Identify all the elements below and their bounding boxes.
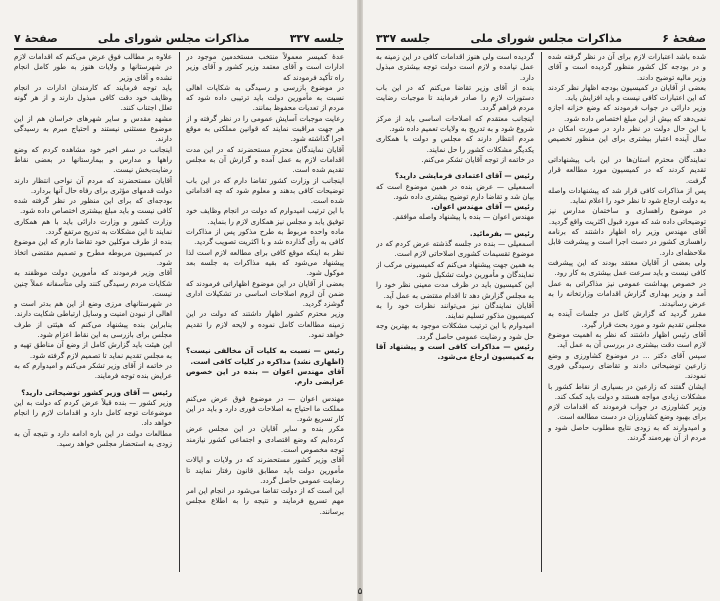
paragraph: این است که از دولت تقاضا می‌شود در انجام این امر مهم تسریع فرمایند و نتیجه را به اطلاع مجلس برسانند.: [186, 486, 344, 516]
paragraph: و امیدوارند که به زودی نتایج مطلوب حاصل شود و مردم از آن بهره‌مند گردند.: [548, 422, 706, 442]
right-page-column-right: [548, 52, 706, 572]
paragraph: آقای وزیر کشور مستحضرند که در ولایات و ایالات مأمورین دولت باید مطابق قانون رفتار نمایند تا رضایت عمومی حاصل گردد.: [186, 455, 344, 485]
paragraph: بعضی از آقایان در این موضوع اظهاراتی فرمودند که ضمن آن لزوم اصلاحات اساسی در تشکیلات اداری گوشزد گردید.: [186, 278, 344, 309]
paragraph: در خاتمه از آقای وزیر تشکر می‌کنم و امیدوارم که به عرایض بنده توجه فرمایند.: [14, 360, 172, 381]
paragraph: بودجه‌ای که برای این منظور در نظر گرفته شده کافی نیست و باید مبلغ بیشتری اختصاص داده شود.: [14, 196, 172, 216]
paragraph: امیدوارم با این ترتیب مشکلات موجود به بهترین وجه حل شود و رضایت عمومی حاصل گردد.: [376, 321, 534, 341]
paragraph: در شهرستانهای مرزی وضع از این هم بدتر است و اهالی از نبودن امنیت و وسایل ارتباطی شکایت دارند.: [14, 299, 172, 319]
paragraph: با این ترتیب امیدوارم که دولت در انجام وظایف خود توفیق یابد و مجلس نیز همکاری لازم را بنماید.: [186, 206, 344, 226]
paragraph: به همین جهت پیشنهاد می‌کنم که کمیسیونی مرکب از نمایندگان و مأمورین دولت تشکیل شود.: [376, 259, 534, 279]
paragraph: در خاتمه از توجه آقایان تشکر می‌کنم.: [421, 154, 534, 164]
paragraph: ولی بعضی از آقایان معتقد بودند که این پیشرفت کافی نیست و باید سرعت عمل بیشتری به کار رود.: [548, 257, 706, 278]
paragraph: رعایت موجبات آسایش عمومی را در نظر گرفته و از هر جهت مراقبت نمایند که قوانین مملکتی به موقع اجرا گذاشته شود.: [186, 113, 344, 144]
paragraph: وزیر کشاورزی در جواب فرمودند که اقدامات لازم برای بهبود وضع کشاورزان در دست مطالعه است.: [548, 402, 706, 422]
paragraph: نمایندگان محترم استان‌ها در این باب پیشنهاداتی تقدیم کردند که در کمیسیون مورد مطالعه قرار گرفت.: [548, 154, 706, 185]
paragraph: مهندس اعوان — بنده با پیشنهاد واصله موافقم.: [392, 212, 534, 222]
right-page-header: [376, 30, 706, 50]
paragraph: علاوه بر مطالب فوق عرض می‌کنم که اقدامات لازم در شهرستانها و ولایات هنوز به طور کامل انجام نشده و آقای وزیر: [14, 52, 172, 82]
paragraph: این کمیسیون باید در ظرف مدت معینی نظر خود را به مجلس گزارش دهد تا اقدام مقتضی به عمل آید.: [376, 280, 534, 300]
left-header-title: مذاکرات مجلس شورای ملی: [97, 31, 250, 45]
paragraph: مهندس اعوان — در موضوع فوق عرض می‌کنم مملکت ما احتیاج به اصلاحات فوری دارد و باید در این کار تسریع شود.: [186, 393, 344, 424]
left-page: [0, 0, 358, 601]
paragraph: آقای مهندس وزیر راه اظهار داشتند که برنامه راهسازی کشور در دست اجرا است و پیشرفت قابل ملاحظه‌ای دارد.: [548, 227, 706, 257]
speaker-line: رئیس — بفرمائید.: [469, 228, 534, 238]
paragraph: آقایان نمایندگان نیز می‌توانند نظرات خود را به کمیسیون مذکور تسلیم نمایند.: [376, 300, 534, 321]
paragraph: آقایان نمایندگان محترم مستحضرند که در این مدت اقدامات لازم به عمل آمده و گزارش آن به مجلس تقدیم شده است.: [186, 144, 344, 175]
paragraph: مکرر بنده و سایر آقایان در این مجلس عرض کرده‌ایم که وضع اقتصادی و اجتماعی کشور نیازمند توجه مخصوص است.: [186, 424, 344, 454]
right-header-session: جلسه ۳۳۷: [376, 31, 431, 45]
left-page-header: [14, 30, 344, 50]
page-number-footer: ۵: [357, 587, 363, 597]
right-header-title: مذاکرات مجلس شورای ملی: [470, 31, 623, 45]
column-divider: [541, 52, 542, 572]
paragraph: وزیر محترم کشور اظهار داشتند که دولت در این زمینه مطالعات کامل نموده و لایحه لازم را تقدیم خواهد نمود.: [186, 309, 344, 340]
paragraph: بعضی از آقایان در کمیسیون بودجه اظهار نظر کردند که این اعتبارات کافی نیست و باید افزایش یابد.: [548, 82, 706, 103]
paragraph: مشهد مقدس و سایر شهرهای خراسان هم از این موضوع مستثنی نیستند و احتیاج مبرم به رسیدگی دارند.: [14, 113, 172, 144]
speaker-line: رئیس — آقای وزیر کشور توضیحاتی دارید؟: [21, 387, 172, 397]
left-page-column-left: [14, 52, 172, 572]
right-page-column-left: [376, 52, 534, 572]
paragraph: ماده واحده مربوط به طرح مذکور پس از مذاکرات کافی به رأی گذارده شد و با اکثریت تصویب گردید.: [186, 227, 344, 247]
speaker-line: آقای مهندس اعوان — بنده در این خصوص عرایضی دارم.: [186, 366, 344, 387]
paragraph: بنده از طرف موکلین خود تقاضا دارم که این موضوع در کمیسیون مربوطه مطرح و تصمیم مقتضی اتخاذ شود.: [14, 237, 172, 267]
paragraph: اسمعیلی — بنده در جلسه گذشته عرض کردم که در موضوع تقسیمات کشوری اصلاحاتی لازم است.: [376, 239, 534, 259]
paragraph: مردم انتظار دارند که مجلس و دولت با همکاری یکدیگر مشکلات کشور را حل نمایند.: [376, 134, 534, 154]
paragraph: آقای وزیر فرمودند که مأمورین دولت موظفند به شکایات مردم رسیدگی کنند ولی متأسفانه عملاً چنین نیست.: [14, 268, 172, 298]
paragraph: گردیده است ولی هنوز اقدامات کافی در این زمینه به عمل نیامده و لازم است دولت توجه بیشتری مبذول دارد.: [376, 52, 534, 82]
speaker-line: رئیس — مذاکرات کافی است و پیشنهاد آقا به کمیسیون ارجاع می‌شود.: [376, 342, 534, 362]
paragraph: آقایان مستحضرند که مردم آن نواحی انتظار دارند دولت قدمهای مؤثری برای رفاه حال آنها بردارد.: [14, 175, 172, 195]
left-header-page-label: صفحهٔ ۷: [14, 31, 58, 45]
paragraph: اینجانب معتقدم که اصلاحات اساسی باید از مرکز شروع شود و به تدریج به ولایات تعمیم داده شود.: [376, 113, 534, 134]
paragraph: سپس آقای دکتر ... در موضوع کشاورزی و وضع زارعین توضیحاتی دادند و تقاضای رسیدگی فوری نمودند.: [548, 350, 706, 381]
right-page: [362, 0, 720, 601]
paragraph: اینجانب از وزارت کشور تقاضا دارم که در این باب توضیحات کافی بدهند و معلوم شود که چه اقداماتی شده است.: [186, 175, 344, 206]
left-page-column-right: [186, 52, 344, 572]
right-header-page-label: صفحهٔ ۶: [662, 31, 706, 45]
paragraph: بنابراین بنده پیشنهاد می‌کنم که هیئتی از طرف مجلس برای بازرسی به این نقاط اعزام شود.: [14, 319, 172, 340]
paragraph: باید توجه فرمایند که کارمندان ادارات در انجام وظایف خود دقت کافی مبذول دارند و از هر گونه تعلل اجتناب کنند.: [14, 82, 172, 113]
paragraph: مقرر گردید که گزارش کامل در جلسات آینده به مجلس تقدیم شود و مورد بحث قرار گیرد.: [548, 309, 706, 329]
paragraph: ایشان گفتند که زارعین در بسیاری از نقاط کشور با مشکلات زیادی مواجه هستند و دولت باید کمک کند.: [548, 381, 706, 401]
paragraph: وزارت کشور و وزارت دارائی باید با هم همکاری نمایند تا این مشکلات به تدریج مرتفع گردد.: [14, 216, 172, 237]
paragraph: پس از مذاکرات کافی قرار شد که پیشنهادات واصله به دولت ارجاع شود تا نظر خود را اعلام نماید.: [548, 185, 706, 206]
paragraph: وزیر کشور — بنده قبلاً عرض کردم که دولت به این موضوعات توجه کامل دارد و اقدامات لازم را انجام خواهد داد.: [14, 397, 172, 428]
paragraph: مطالعات دولت در این باره ادامه دارد و نتیجه آن به زودی به استحضار مجلس خواهد رسید.: [14, 428, 172, 448]
speaker-line: رئیس — آقای مهندس اعوان.: [431, 202, 534, 212]
paragraph: اینجانب در سفر اخیر خود مشاهده کردم که وضع راهها و مدارس و بیمارستانها در بعضی نقاط رضایت‌بخش نیست.: [14, 144, 172, 175]
paragraph: این هیئت باید گزارش کامل از وضع آن مناطق تهیه و به مجلس تقدیم نماید تا تصمیم لازم گرفته شود.: [14, 340, 172, 360]
paragraph: نظر به اینکه موقع کافی برای مطالعه لازم است لذا پیشنهاد می‌شود که بقیه مذاکرات به جلسه بعد موکول شود.: [186, 247, 344, 278]
speaker-line: رئیس — آقای اعتمادی فرمایشی دارید؟: [394, 171, 534, 181]
paragraph: اسمعیلی — عرض بنده در همین موضوع است که بیان شد و تقاضا دارم توضیح بیشتری داده شود.: [376, 181, 534, 201]
speaker-line: رئیس — نسبت به کلیات آن مخالفی نیست؟ (اظهاری نشد) مذاکره در کلیات کافی است.: [186, 346, 344, 366]
paragraph: در خصوص بهداشت عمومی نیز مذاکراتی به عمل آمد و وزیر بهداری گزارش اقدامات وزارتخانه را به عرض رسانیدند.: [548, 278, 706, 309]
paragraph: عدهٔ کمیسر معمولاً منتخب مستخدمین موجود در ادارات است و آقای معتمد وزیر کشور و آقای وزیر راه تأکید فرمودند که: [186, 52, 344, 82]
paragraph: با این حال دولت در نظر دارد در صورت امکان در سال آینده اعتبار بیشتری برای این منظور تخصیص دهد.: [548, 124, 706, 154]
paragraph: در موضوع راهسازی و ساختمان مدارس نیز توضیحاتی داده شد که مورد قبول اکثریت واقع گردید.: [548, 206, 706, 226]
left-header-session: جلسه ۳۳۷: [289, 31, 344, 45]
paragraph: وزیر دارائی در جواب فرمودند که وضع خزانه اجازه نمی‌دهد که بیش از این مبلغ اختصاص داده شود.: [548, 103, 706, 123]
paragraph: آقای رئیس اظهار داشتند که نظر به اهمیت موضوع لازم است دقت بیشتری در بررسی آن به عمل آید.: [548, 330, 706, 350]
paragraph: شده باشد اعتبارات لازم برای آن در نظر گرفته شده و در بودجه کل کشور منظور گردیده است و آقای وزیر مالیه توضیح دادند.: [548, 52, 706, 82]
column-divider: [179, 52, 180, 572]
paragraph: بنده از آقای وزیر تقاضا می‌کنم که در این باب دستورات لازم را صادر فرمایند تا موجبات رضایت مردم فراهم گردد.: [376, 82, 534, 113]
paragraph: در موضوع بازرسی و رسیدگی به شکایات اهالی نسبت به مأمورین دولت باید ترتیبی داده شود که مردم از تعدیات محفوظ بمانند.: [186, 82, 344, 113]
